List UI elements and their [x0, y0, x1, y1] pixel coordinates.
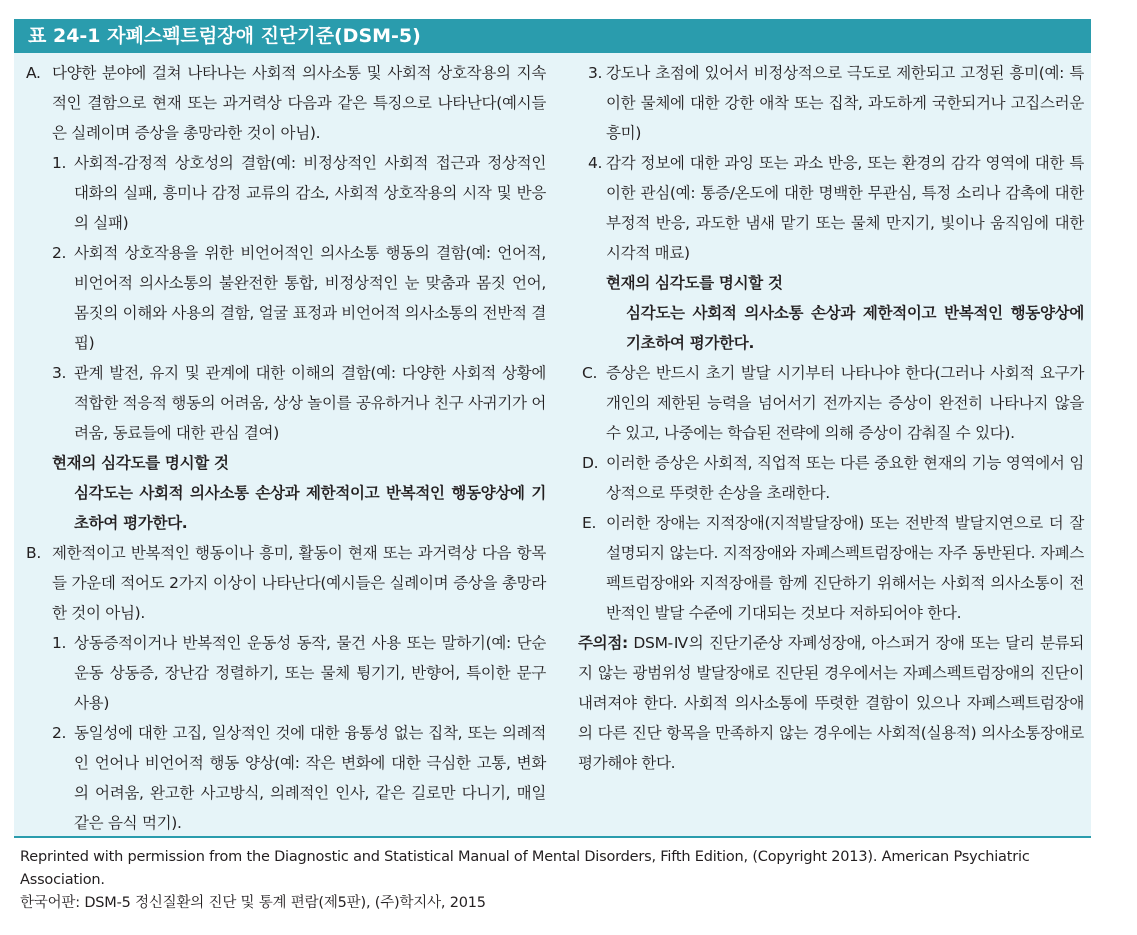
- note-text: DSM-Ⅳ의 진단기준상 자폐성장애, 아스퍼거 장애 또는 달리 분류되지 않는 광범위성 발달장애로 진단된 경우에서는 자폐스펙트럼장애의 진단이 내려져야 한다. 사회적 의사소통에 뚜렷한 결함이 있으나 자폐스펙트럼장애의 다른 진단 항목을 만족하지 않는 경우에는 사회적(실용적) 의사소통장애로 평가해야 한다.: [578, 634, 1084, 772]
- criterion-b-label: B.: [26, 544, 41, 562]
- criterion-a-item-1: [26, 148, 546, 238]
- criterion-c: [578, 358, 1084, 448]
- criterion-a-item-3: [26, 358, 546, 448]
- criterion-c-text: 증상은 반드시 초기 발달 시기부터 나타나야 한다(그러나 사회적 요구가 개인의 제한된 능력을 넘어서기 전까지는 증상이 완전히 나타나지 않을 수 있고, 나중에는 학습된 전략에 의해 증상이 감춰질 수 있다).: [606, 364, 1084, 442]
- criterion-b-item-4: [578, 148, 1084, 268]
- criterion-b-item-3: [578, 58, 1084, 148]
- criterion-b: [26, 538, 546, 628]
- source-citation: Reprinted with permission from the Diagnostic and Statistical Manual of Mental Disorders, Fifth Edition, (Copyright 2013). American Psychiatric Association.: [20, 849, 1030, 888]
- criterion-b-text: 제한적이고 반복적인 행동이나 흥미, 활동이 현재 또는 과거력상 다음 항목들 가운데 적어도 2가지 이상이 나타난다(예시들은 실례이며 증상을 총망라한 것이 아님).: [52, 544, 546, 622]
- item-text: 사회적 상호작용을 위한 비언어적인 의사소통 행동의 결함(예: 언어적, 비언어적 의사소통의 불완전한 통합, 비정상적인 눈 맞춤과 몸짓 언어, 몸짓의 이해와 사용의 결함, 얼굴 표정과 비언어적 의사소통의 전반적 결핍): [74, 244, 546, 352]
- criterion-b-item-2: [26, 718, 546, 838]
- source-footer: [20, 846, 1100, 915]
- criterion-d: [578, 448, 1084, 508]
- criterion-e-label: E.: [582, 514, 597, 532]
- criterion-a-label: A.: [26, 64, 41, 82]
- severity-text: 심각도는 사회적 의사소통 손상과 제한적이고 반복적인 행동양상에 기초하여 평가한다.: [626, 304, 1084, 352]
- item-label: 1.: [52, 154, 67, 172]
- criterion-d-label: D.: [582, 454, 599, 472]
- criterion-a-item-2: [26, 238, 546, 358]
- note-paragraph: [578, 628, 1084, 778]
- severity-text: 심각도는 사회적 의사소통 손상과 제한적이고 반복적인 행동양상에 기초하여 평가한다.: [74, 484, 546, 532]
- item-label: 2.: [52, 244, 67, 262]
- severity-heading: 현재의 심각도를 명시할 것: [606, 274, 783, 292]
- left-column: [26, 58, 546, 838]
- note-label: 주의점:: [578, 634, 628, 652]
- item-label: 2.: [52, 724, 67, 742]
- criterion-e-text: 이러한 장애는 지적장애(지적발달장애) 또는 전반적 발달지연으로 더 잘 설명되지 않는다. 지적장애와 자폐스펙트럼장애는 자주 동반된다. 자폐스펙트럼장애와 지적장애를 함께 진단하기 위해서는 사회적 의사소통이 전반적인 발달 수준에 기대되는 것보다 저하되어야 한다.: [606, 514, 1084, 622]
- korean-edition-citation: 한국어판: DSM-5 정신질환의 진단 및 통계 편람(제5판), (주)학지사, 2015: [20, 895, 486, 911]
- criterion-c-label: C.: [582, 364, 598, 382]
- item-text: 동일성에 대한 고집, 일상적인 것에 대한 융통성 없는 집착, 또는 의례적인 언어나 비언어적 행동 양상(예: 작은 변화에 대한 극심한 고통, 변화의 어려움, 완고한 사고방식, 의례적인 인사, 같은 길로만 다니기, 매일 같은 음식 먹기).: [74, 724, 546, 832]
- criterion-b-item-1: [26, 628, 546, 718]
- right-column: [578, 58, 1084, 778]
- criterion-a: [26, 58, 546, 148]
- item-label: 3.: [588, 64, 603, 82]
- table-title: 표 24-1 자폐스펙트럼장애 진단기준(DSM-5): [14, 19, 1091, 53]
- severity-heading: 현재의 심각도를 명시할 것: [52, 454, 229, 472]
- item-text: 강도나 초점에 있어서 비정상적으로 극도로 제한되고 고정된 흥미(예: 특이한 물체에 대한 강한 애착 또는 집착, 과도하게 국한되거나 고집스러운 흥미): [606, 64, 1084, 142]
- item-text: 상동증적이거나 반복적인 운동성 동작, 물건 사용 또는 말하기(예: 단순 운동 상동증, 장난감 정렬하기, 또는 물체 튕기기, 반향어, 특이한 문구 사용): [74, 634, 546, 712]
- item-text: 감각 정보에 대한 과잉 또는 과소 반응, 또는 환경의 감각 영역에 대한 특이한 관심(예: 통증/온도에 대한 명백한 무관심, 특정 소리나 감촉에 대한 부정적 반응, 과도한 냄새 맡기 또는 물체 만지기, 빛이나 움직임에 대한 시각적 매료): [606, 154, 1084, 262]
- item-text: 사회적-감정적 상호성의 결함(예: 비정상적인 사회적 접근과 정상적인 대화의 실패, 흥미나 감정 교류의 감소, 사회적 상호작용의 시작 및 반응의 실패): [74, 154, 546, 232]
- table-bottom-rule: [14, 836, 1091, 838]
- item-label: 4.: [588, 154, 603, 172]
- item-label: 3.: [52, 364, 67, 382]
- criterion-a-text: 다양한 분야에 걸쳐 나타나는 사회적 의사소통 및 사회적 상호작용의 지속적인 결함으로 현재 또는 과거력상 다음과 같은 특징으로 나타난다(예시들은 실례이며 증상을 총망라한 것이 아님).: [52, 64, 546, 142]
- item-label: 1.: [52, 634, 67, 652]
- item-text: 관계 발전, 유지 및 관계에 대한 이해의 결함(예: 다양한 사회적 상황에 적합한 적응적 행동의 어려움, 상상 놀이를 공유하거나 친구 사귀기가 어려움, 동료들에 대한 관심 결여): [74, 364, 546, 442]
- criterion-e: [578, 508, 1084, 628]
- criterion-d-text: 이러한 증상은 사회적, 직업적 또는 다른 중요한 현재의 기능 영역에서 임상적으로 뚜렷한 손상을 초래한다.: [606, 454, 1084, 502]
